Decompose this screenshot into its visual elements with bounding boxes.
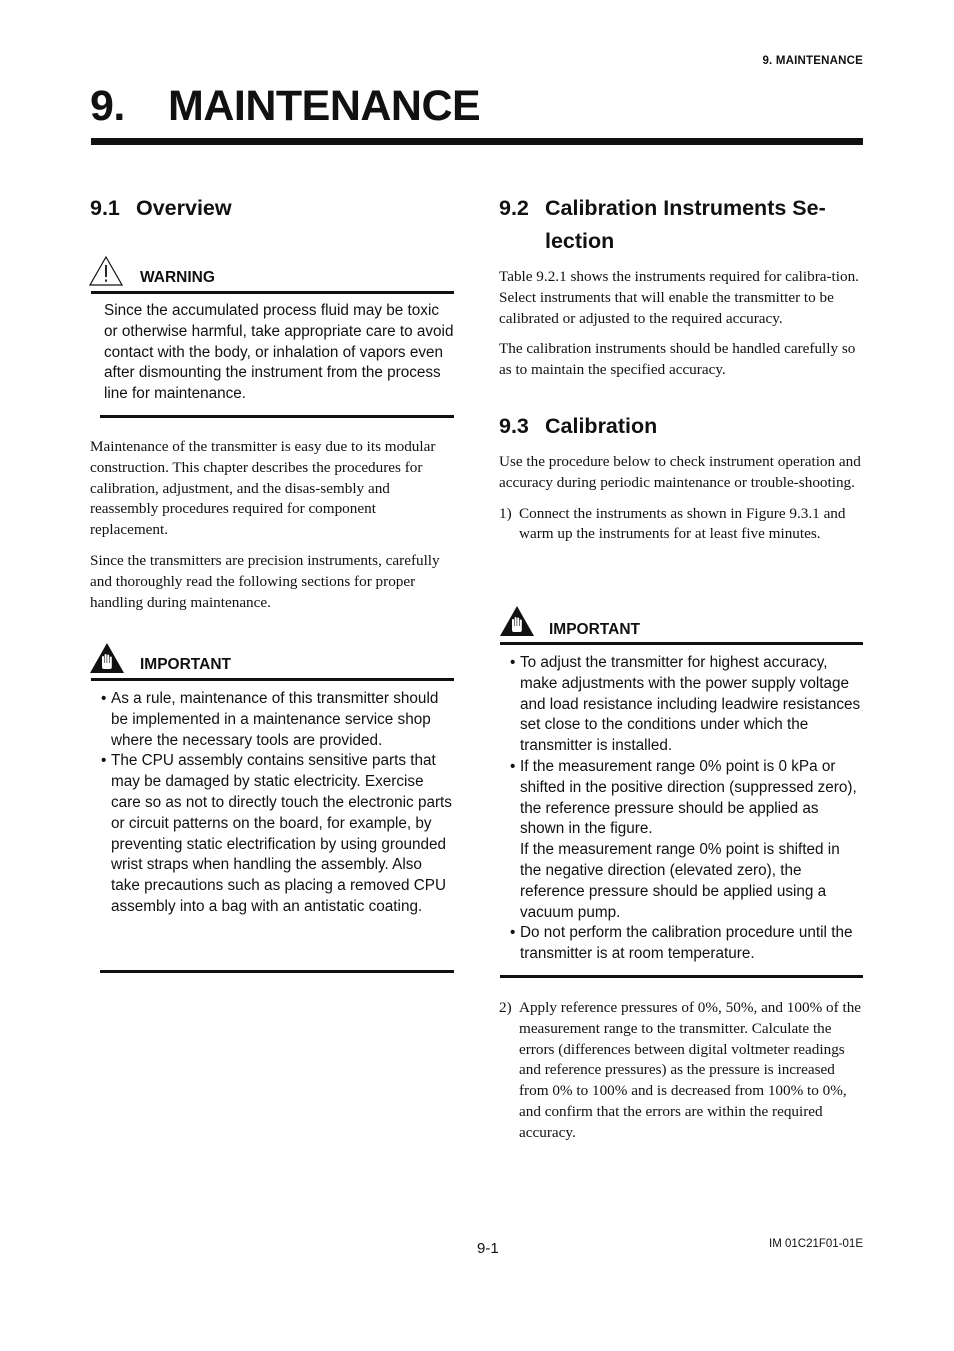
paragraph: Maintenance of the transmitter is easy due to its modular construction. This chapter describes the procedures for calibration, adjustment, and the disas-sembly and reassembly procedures required for component replacement. bbox=[90, 438, 436, 539]
document-id: IM 01C21F01-01E bbox=[769, 1238, 863, 1250]
calibration-instruments-body bbox=[499, 267, 863, 391]
warning-rule-bottom bbox=[100, 415, 454, 418]
list-item: • Do not perform the calibration procedure until the transmitter is at room temperature. bbox=[510, 924, 853, 963]
chapter-title bbox=[90, 82, 480, 131]
important-label: IMPORTANT bbox=[549, 621, 640, 638]
section-number: 9.3 bbox=[499, 414, 529, 438]
important-hand-icon bbox=[500, 606, 534, 641]
important-list bbox=[93, 689, 455, 918]
section-9-3-heading bbox=[499, 410, 863, 443]
calibration-body bbox=[499, 452, 863, 545]
paragraph: Since the transmitters are precision instruments, carefully and thoroughly read the following sections for proper handling during maintenance. bbox=[90, 551, 440, 611]
important-label: IMPORTANT bbox=[140, 656, 231, 673]
section-title: Overview bbox=[136, 196, 232, 220]
list-item: • The CPU assembly contains sensitive parts that may be damaged by static electricity. Exercise care so as not to directly touch the electronic parts or circuit patterns on the board, for example, by preventing static electrification by using grounded wrist straps when handling the assembly. Also take precautions such as placing a removed CPU assembly into a bag with an antistatic coating. bbox=[101, 752, 452, 915]
section-number: 9.1 bbox=[90, 196, 120, 220]
list-item: • If the measurement range 0% point is 0 kPa or shifted in the positive direction (suppressed zero), the reference pressure should be applied as shown in the figure. If the measurement range 0% point is shifted in the negative direction (elevated zero), the reference pressure should be applied using a vacuum pump. bbox=[510, 757, 857, 921]
paragraph: The calibration instruments should be handled carefully so as to maintain the specified accuracy. bbox=[499, 340, 856, 379]
chapter-title-text: MAINTENANCE bbox=[168, 82, 481, 130]
important-list bbox=[502, 653, 864, 965]
overview-body bbox=[90, 437, 442, 623]
chapter-number: 9. bbox=[90, 82, 125, 130]
warning-label: WARNING bbox=[140, 269, 215, 286]
procedure-step-2-block bbox=[499, 998, 864, 1144]
section-title: Calibration bbox=[545, 414, 658, 438]
title-rule bbox=[91, 138, 863, 145]
section-title-line1: Calibration Instruments Se- bbox=[545, 196, 826, 220]
warning-text: Since the accumulated process fluid may be toxic or otherwise harmful, take appropriate care to avoid contact with the body, or inhalation of vapors even after dismounting the instrument from the process line for maintenance. bbox=[104, 302, 454, 403]
warning-icon bbox=[89, 256, 123, 291]
warning-rule-top bbox=[91, 291, 454, 294]
important-rule-top bbox=[91, 678, 454, 681]
list-item: • To adjust the transmitter for highest accuracy, make adjustments with the power supply voltage and load resistance including leadwire resistances set close to the conditions under which the transmitter is installed. bbox=[510, 654, 861, 755]
section-9-1-heading bbox=[90, 192, 454, 225]
paragraph: Table 9.2.1 shows the instruments required for calibra-tion. Select instruments that will enable the transmitter to be calibrated or adjusted to the required accuracy. bbox=[499, 268, 859, 327]
list-item: • As a rule, maintenance of this transmitter should be implemented in a maintenance service shop where the necessary tools are provided. bbox=[101, 690, 439, 749]
important-rule-top bbox=[500, 642, 863, 645]
procedure-step-2: 2) Apply reference pressures of 0%, 50%, and 100% of the measurement range to the transmitter. Calculate the errors (differences between digital voltmeter readings and reference pressures) as the pressure is increased from 0% to 100% and is decreased from 100% to 0%, and confirm that the errors are within the required accuracy. bbox=[499, 999, 862, 1141]
important-hand-icon bbox=[90, 643, 124, 678]
page-number: 9-1 bbox=[477, 1240, 499, 1257]
important-rule-bottom bbox=[100, 970, 454, 973]
section-number: 9.2 bbox=[499, 196, 529, 220]
running-header: 9. MAINTENANCE bbox=[762, 55, 863, 67]
procedure-step-1: 1) Connect the instruments as shown in Figure 9.3.1 and warm up the instruments for at least five minutes. bbox=[499, 504, 846, 543]
important-rule-bottom bbox=[500, 975, 863, 978]
section-title-line2: lection bbox=[545, 229, 615, 253]
section-9-2-heading bbox=[499, 192, 869, 258]
calibration-intro: Use the procedure below to check instrument operation and accuracy during periodic maintenance or trouble-shooting. bbox=[499, 453, 861, 491]
